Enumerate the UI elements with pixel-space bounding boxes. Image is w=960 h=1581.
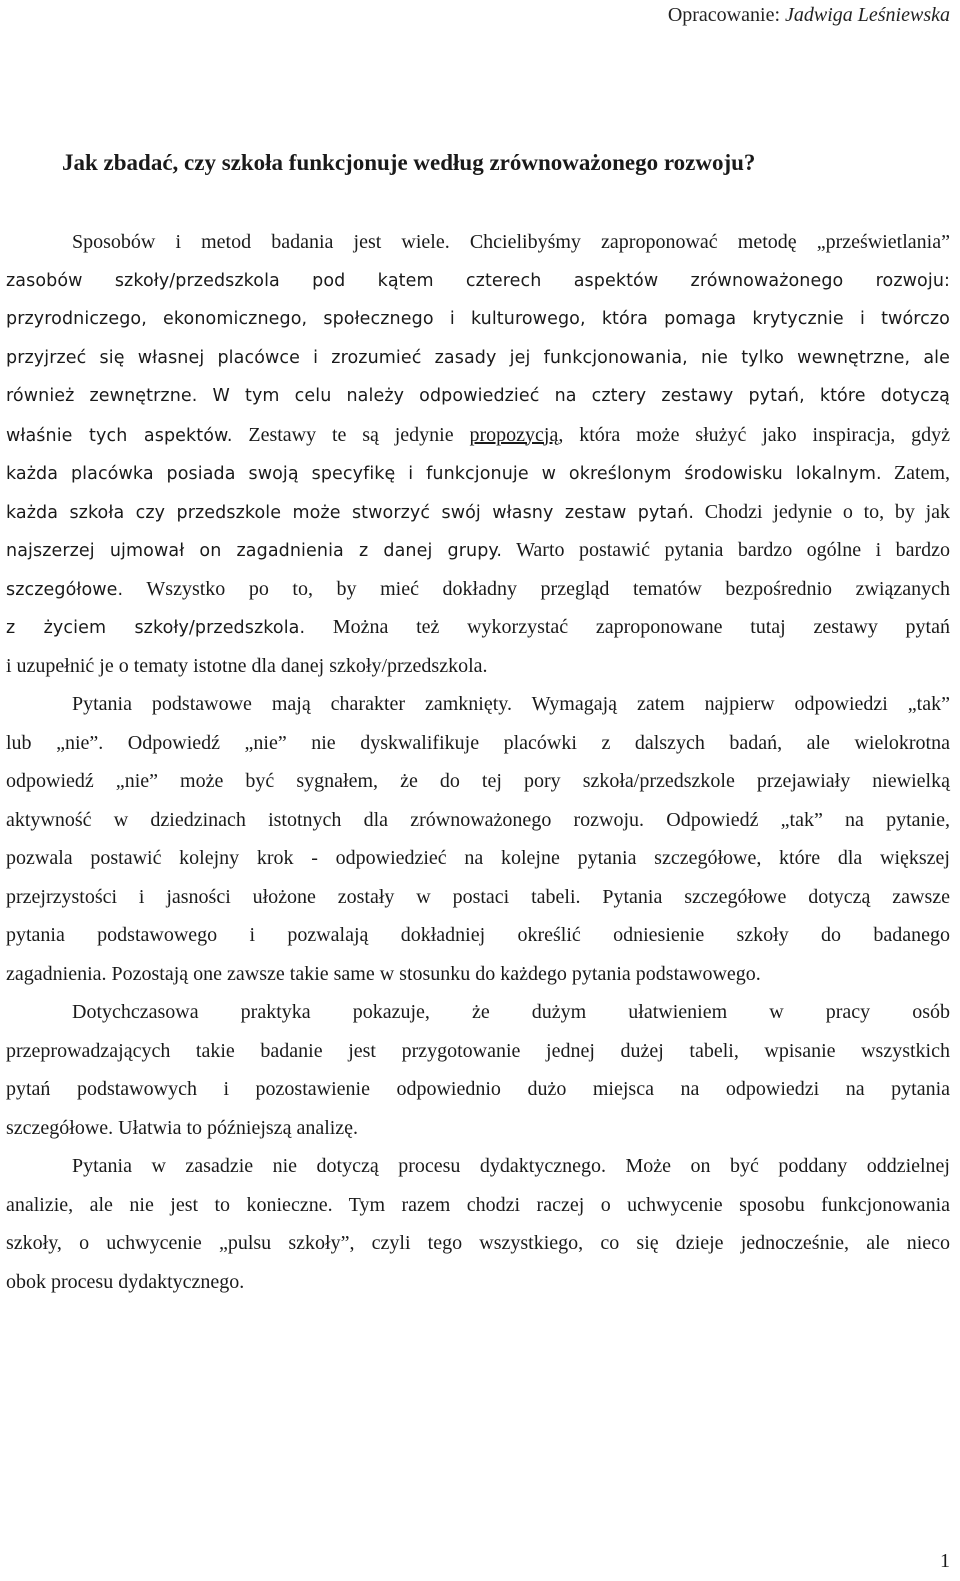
text-segment: z życiem szkoły/przedszkola.	[6, 618, 306, 638]
page-number: 1	[940, 1550, 950, 1572]
text-segment: Dotychczasowa praktyka pokazuje, że dużym ułatwieniem w pracy osób	[72, 1001, 950, 1023]
text-line	[6, 1152, 950, 1180]
text-segment: przyrodniczego, ekonomicznego, społecznego i kulturowego, która pomaga krytycznie i twórczo	[6, 309, 950, 329]
text-line	[6, 421, 950, 449]
text-segment: Chodzi jedynie o to, by jak	[694, 500, 950, 523]
page-header	[668, 4, 950, 27]
text-segment: każda szkoła czy przedszkole może stworzyć swój własny zestaw pytań.	[6, 502, 695, 523]
text-segment: Zestawy te są jedynie	[232, 423, 470, 446]
text-line	[6, 690, 950, 718]
text-line	[6, 575, 950, 603]
text-segment: również zewnętrzne.	[6, 386, 198, 406]
text-segment: odpowiedź „nie” może być sygnałem, że do tej pory szkoła/przedszkole przejawiały niewielką	[6, 770, 950, 792]
text-line	[6, 921, 950, 949]
text-segment: każda placówka posiada swoją specyfikę i funkcjonuje w określonym środowisku lokalnym.	[6, 464, 882, 484]
text-segment: pozwala postawić kolejny krok - odpowiedzieć na kolejne pytania szczegółowe, które dla większej	[6, 847, 950, 869]
text-line	[6, 652, 950, 680]
text-line	[6, 613, 950, 641]
text-line	[6, 536, 950, 564]
text-segment: analizie, ale nie jest to konieczne. Tym razem chodzi raczej o uchwycenie sposobu funkcjonowania	[6, 1193, 950, 1216]
text-line	[6, 459, 950, 487]
document-title: Jak zbadać, czy szkoła funkcjonuje według zrównoważonego rozwoju?	[62, 150, 756, 175]
text-line	[6, 228, 950, 256]
text-line	[6, 729, 950, 757]
text-segment: , która może służyć jako inspiracja, gdyż	[558, 423, 951, 446]
text-segment: pytania podstawowego i pozwalają dokładniej określić odniesienie szkoły do badanego	[6, 924, 950, 946]
text-line	[6, 1037, 950, 1065]
text-line	[6, 767, 950, 795]
text-segment: Zatem,	[881, 462, 951, 484]
text-segment: szkoły, o uchwycenie „pulsu szkoły”, czyli tego wszystkiego, co się dzieje jednocześnie, ale nieco	[6, 1232, 950, 1254]
text-segment: zasobów szkoły/przedszkola pod kątem czterech aspektów zrównoważonego rozwoju:	[6, 270, 950, 291]
text-segment: obok procesu dydaktycznego.	[6, 1270, 245, 1293]
text-segment: aktywność w dziedzinach istotnych dla zrównoważonego rozwoju. Odpowiedź „tak” na pytanie,	[6, 808, 950, 831]
text-segment: Sposobów i metod badania jest wiele. Chcielibyśmy zaproponować metodę „prześwietlania”	[72, 231, 950, 253]
text-segment: szczegółowe.	[6, 579, 124, 600]
text-segment: przejrzystości i jasności ułożone zostały w postaci tabeli. Pytania szczegółowe dotyczą zawsze	[6, 885, 950, 908]
text-line	[6, 267, 950, 295]
text-segment: zagadnienia. Pozostają one zawsze takie same w stosunku do każdego pytania podstawowego.	[6, 962, 761, 985]
underlined-word: propozycją	[469, 423, 559, 446]
text-line	[6, 1114, 950, 1142]
text-segment: i uzupełnić je o tematy istotne dla danej szkoły/przedszkola.	[6, 654, 488, 677]
header-prefix: Opracowanie:	[667, 4, 780, 26]
text-line	[6, 382, 950, 410]
text-line	[6, 960, 950, 988]
text-segment: Pytania w zasadzie nie dotyczą procesu dydaktycznego. Może on być poddany oddzielnej	[72, 1155, 950, 1177]
text-segment: W tym celu należy odpowiedzieć na cztery zestawy pytań, które dotyczą	[197, 386, 950, 406]
text-line	[6, 1075, 950, 1103]
text-segment: Można też wykorzystać zaproponowane tutaj zestawy pytań	[305, 616, 950, 638]
text-line	[6, 305, 950, 333]
text-line	[6, 1229, 950, 1257]
text-line	[6, 498, 950, 526]
header-author: Jadwiga Leśniewska	[785, 4, 950, 26]
text-line	[6, 844, 950, 872]
text-line	[6, 344, 950, 372]
text-segment: pytań podstawowych i pozostawienie odpowiednio dużo miejsca na odpowiedzi na pytania	[6, 1078, 950, 1100]
text-segment: przeprowadzających takie badanie jest przygotowanie jednej dużej tabeli, wpisanie wszystkich	[6, 1039, 950, 1062]
text-segment: przyjrzeć się własnej placówce i zrozumieć zasady jej funkcjonowania, nie tylko wewnętrzne, ale	[6, 347, 950, 368]
text-line	[6, 1268, 950, 1296]
text-line	[6, 806, 950, 834]
text-segment: szczegółowe. Ułatwia to późniejszą analizę.	[6, 1116, 359, 1139]
text-line	[6, 1191, 950, 1219]
text-line	[6, 883, 950, 911]
text-segment: lub „nie”. Odpowiedź „nie” nie dyskwalifikuje placówki z dalszych badań, ale wielokrotna	[6, 731, 950, 754]
text-line	[6, 998, 950, 1026]
text-segment: właśnie tych aspektów.	[6, 425, 233, 446]
text-segment: Wszystko po to, by mieć dokładny przegląd tematów bezpośrednio związanych	[123, 577, 950, 600]
text-segment: najszerzej ujmował on zagadnienia z danej grupy.	[6, 541, 503, 561]
text-segment: Pytania podstawowe mają charakter zamknięty. Wymagają zatem najpierw odpowiedzi „tak”	[72, 693, 950, 715]
text-segment: Warto postawić pytania bardzo ogólne i bardzo	[502, 539, 950, 561]
